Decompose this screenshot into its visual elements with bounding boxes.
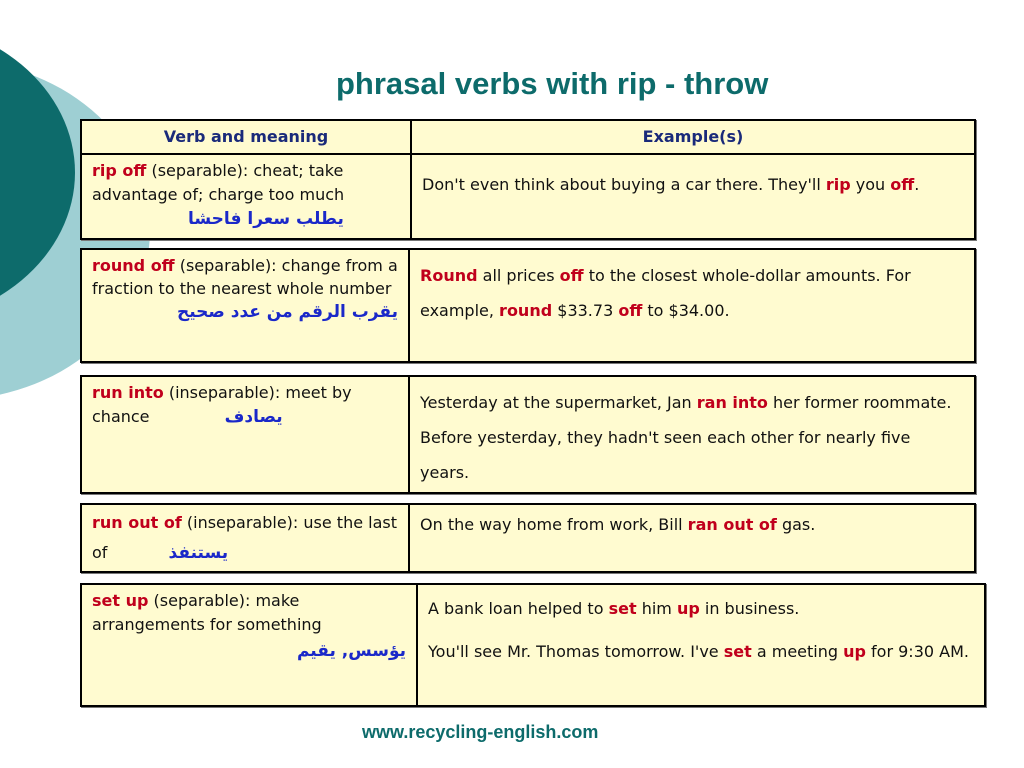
verb-meaning: (separable): make arrangements for something [92, 591, 322, 634]
example-text: all prices [477, 266, 560, 285]
example-keyword: ran out of [687, 515, 777, 534]
example-sentence [428, 634, 974, 669]
example-text: to $34.00. [642, 301, 730, 321]
arabic-translation: يستنفذ [168, 542, 229, 563]
example-keyword: ran into [696, 393, 768, 412]
slide-title: phrasal verbs with rip - throw [336, 66, 769, 101]
header-examples: Example(s) [410, 119, 976, 155]
example-keyword: rip [825, 175, 851, 194]
verb-keyword: rip off [92, 161, 147, 180]
verb-cell [80, 248, 410, 363]
arabic-translation: يطلب سعرا فاحشا [188, 209, 344, 229]
example-text: Yesterday at the supermarket, Jan [420, 393, 697, 412]
example-cell [408, 375, 976, 494]
header-verb-and-meaning: Verb and meaning [80, 119, 412, 155]
arabic-translation: يصادف [224, 407, 283, 427]
example-keyword: up [676, 599, 700, 618]
example-cell [408, 248, 976, 363]
example-text: $33.73 [552, 301, 619, 321]
example-text: for 9:30 AM. [865, 641, 969, 661]
verb-keyword: run out of [92, 513, 182, 532]
example-sentence [428, 597, 974, 622]
example-keyword: up [843, 641, 866, 661]
verb-cell [80, 583, 418, 707]
footer-website-link[interactable]: www.recycling-english.com [362, 722, 599, 742]
example-text: Don't even think about buying a car there. They'll [422, 175, 826, 194]
example-cell [416, 583, 986, 707]
example-keyword: off [618, 301, 643, 321]
example-text: On the way home from work, Bill [420, 515, 688, 534]
example-text: A bank loan helped to [428, 599, 609, 618]
verb-meaning: (inseparable): meet by chance [92, 383, 352, 426]
verb-cell [80, 153, 412, 240]
example-text: to the closest whole-dollar amounts. For example, [420, 266, 911, 321]
example-text: her former roommate. Before yesterday, they hadn't seen each other for nearly five years. [420, 393, 952, 483]
verb-cell [80, 503, 410, 573]
verb-meaning: (inseparable): use the last of [92, 513, 398, 562]
example-keyword: set [723, 641, 752, 661]
example-text: a meeting [751, 641, 844, 661]
arabic-translation: يؤسس, يقيم [296, 641, 406, 661]
example-keyword: off [890, 175, 915, 194]
example-text: him [636, 599, 677, 618]
example-text: gas. [776, 515, 816, 534]
example-keyword: off [559, 266, 584, 285]
example-text: you [850, 175, 891, 194]
example-keyword: round [499, 301, 553, 321]
verb-keyword: round off [92, 256, 175, 275]
example-keyword: Round [420, 266, 478, 285]
verb-cell [80, 375, 410, 494]
example-text: You'll see Mr. Thomas tomorrow. I've [428, 641, 724, 661]
verb-keyword: run into [92, 383, 164, 402]
arabic-translation: يقرب الرقم من عدد صحيح [176, 302, 398, 323]
example-text: in business. [699, 599, 800, 618]
example-cell [408, 503, 976, 573]
verb-keyword: set up [92, 591, 149, 610]
verb-meaning: (separable): change from a fraction to the nearest whole number [92, 256, 398, 299]
example-cell [410, 153, 976, 240]
verb-meaning: (separable): cheat; take advantage of; charge too much [92, 161, 345, 204]
example-keyword: set [608, 599, 637, 618]
example-text: . [914, 175, 920, 194]
